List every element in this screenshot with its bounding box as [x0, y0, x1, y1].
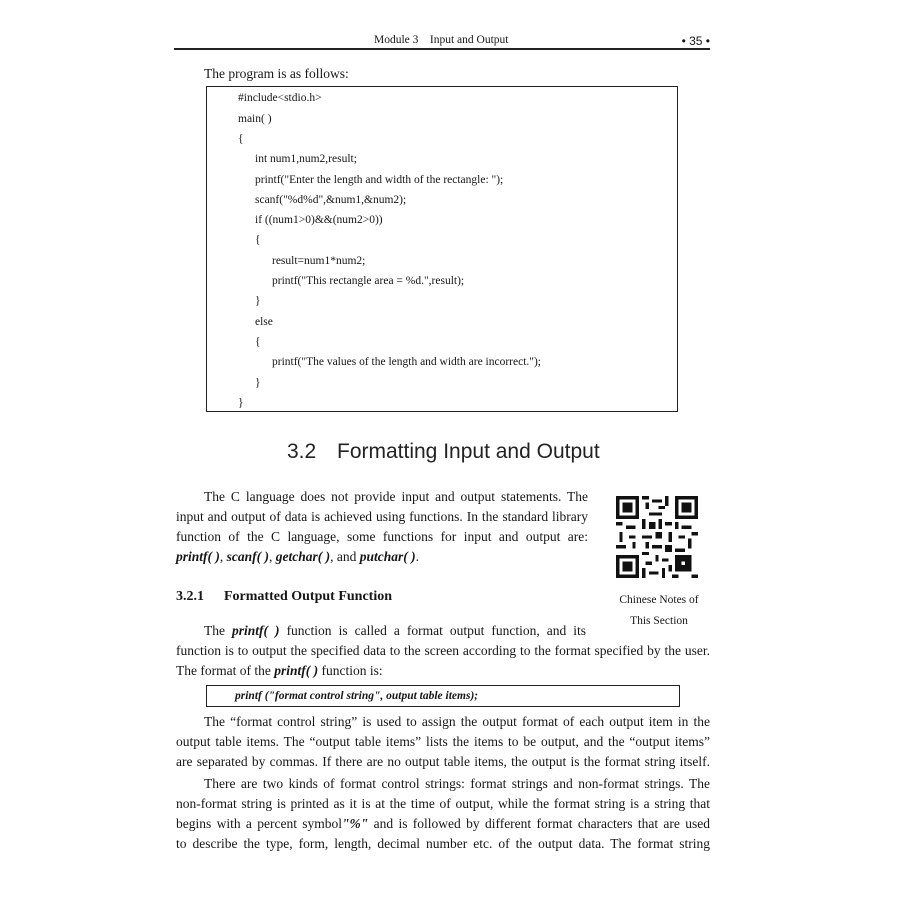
- code-line: {: [255, 336, 261, 348]
- code-listing: [206, 86, 678, 412]
- code-line: printf("The values of the length and width are incorrect.");: [272, 356, 541, 368]
- qr-caption-line: This Section: [630, 615, 688, 627]
- running-header: [174, 34, 710, 48]
- code-line: {: [238, 133, 244, 145]
- paragraph-line: [176, 814, 710, 834]
- qr-code-icon: [616, 496, 698, 578]
- paragraph-line: function is to output the specified data to the screen according to the format specified by the user.: [176, 643, 710, 658]
- format-syntax-box: printf ("format control string", output table items);: [206, 685, 680, 707]
- paragraph: [176, 641, 710, 681]
- function-name: printf( ): [274, 663, 319, 678]
- text-run: function is called a format output function, and its: [279, 623, 587, 638]
- code-line: }: [255, 377, 261, 389]
- paragraph: [176, 487, 588, 567]
- percent-symbol: "%": [342, 816, 369, 831]
- separator: .: [415, 549, 420, 564]
- page-number: • 35 •: [681, 34, 710, 48]
- paragraph-line: [176, 621, 586, 641]
- paragraph-line: The C language does not provide input and output statements. The: [204, 489, 588, 504]
- paragraph-line: output table items. The “output table items” lists the items to be output, and the “output items”: [176, 734, 710, 749]
- code-line: printf("Enter the length and width of the rectangle: ");: [255, 174, 504, 186]
- code-line: #include<stdio.h>: [238, 92, 322, 104]
- subsection-title: Formatted Output Function: [224, 589, 392, 604]
- paragraph-line: [176, 547, 588, 567]
- text-run: function is:: [318, 663, 383, 678]
- paragraph-line: There are two kinds of format control strings: format strings and non-format strings. The: [204, 776, 710, 791]
- function-name: scanf( ): [226, 549, 269, 564]
- code-line: scanf("%d%d",&num1,&num2);: [255, 194, 407, 206]
- text-run: The format of the: [176, 663, 275, 678]
- qr-caption: [604, 590, 714, 632]
- text-run: begins with a percent symbol: [176, 816, 343, 831]
- text-run: The: [204, 623, 233, 638]
- code-line: printf("This rectangle area = %d.",result);: [272, 275, 465, 287]
- function-name: printf( ): [232, 623, 280, 638]
- separator: ,: [219, 549, 227, 564]
- paragraph-line: to describe the type, form, length, decimal number etc. of the output data. The format string: [176, 836, 710, 851]
- section-title: Formatting Input and Output: [337, 440, 600, 463]
- separator: , and: [330, 549, 360, 564]
- code-line: {: [255, 234, 261, 246]
- code-line: }: [238, 397, 244, 409]
- code-line: main( ): [238, 113, 272, 125]
- paragraph-line: are separated by commas. If there are no output table items, the output is the format string itself.: [176, 754, 710, 769]
- paragraph: [176, 621, 586, 641]
- code-line: int num1,num2,result;: [255, 153, 357, 165]
- code-line: }: [255, 295, 261, 307]
- code-line: result=num1*num2;: [272, 255, 366, 267]
- function-name: printf( ): [176, 549, 220, 564]
- paragraph-line: non-format string is printed as it is at the time of output, while the format string is a string that: [176, 796, 710, 811]
- running-title: Module 3 Input and Output: [374, 34, 509, 46]
- subsection-number: 3.2.1: [176, 589, 204, 604]
- code-line: else: [255, 316, 273, 328]
- header-rule: [174, 48, 710, 50]
- text-run: and is followed by different format characters that are used: [368, 816, 710, 831]
- paragraph: [176, 712, 710, 772]
- function-name: getchar( ): [275, 549, 331, 564]
- section-number: 3.2: [287, 440, 317, 463]
- separator: ,: [269, 549, 276, 564]
- paragraph-line: The “format control string” is used to assign the output format of each output item in the: [204, 714, 710, 729]
- paragraph: [176, 774, 710, 854]
- code-line: if ((num1>0)&&(num2>0)): [255, 214, 383, 226]
- paragraph-line: input and output of data is achieved using functions. In the standard library: [176, 509, 588, 524]
- intro-text: The program is as follows:: [204, 66, 349, 81]
- paragraph-line: [176, 661, 710, 681]
- qr-caption-line: Chinese Notes of: [619, 594, 699, 606]
- function-name: putchar( ): [359, 549, 416, 564]
- paragraph-line: function of the C language, some functions for input and output are:: [176, 529, 588, 544]
